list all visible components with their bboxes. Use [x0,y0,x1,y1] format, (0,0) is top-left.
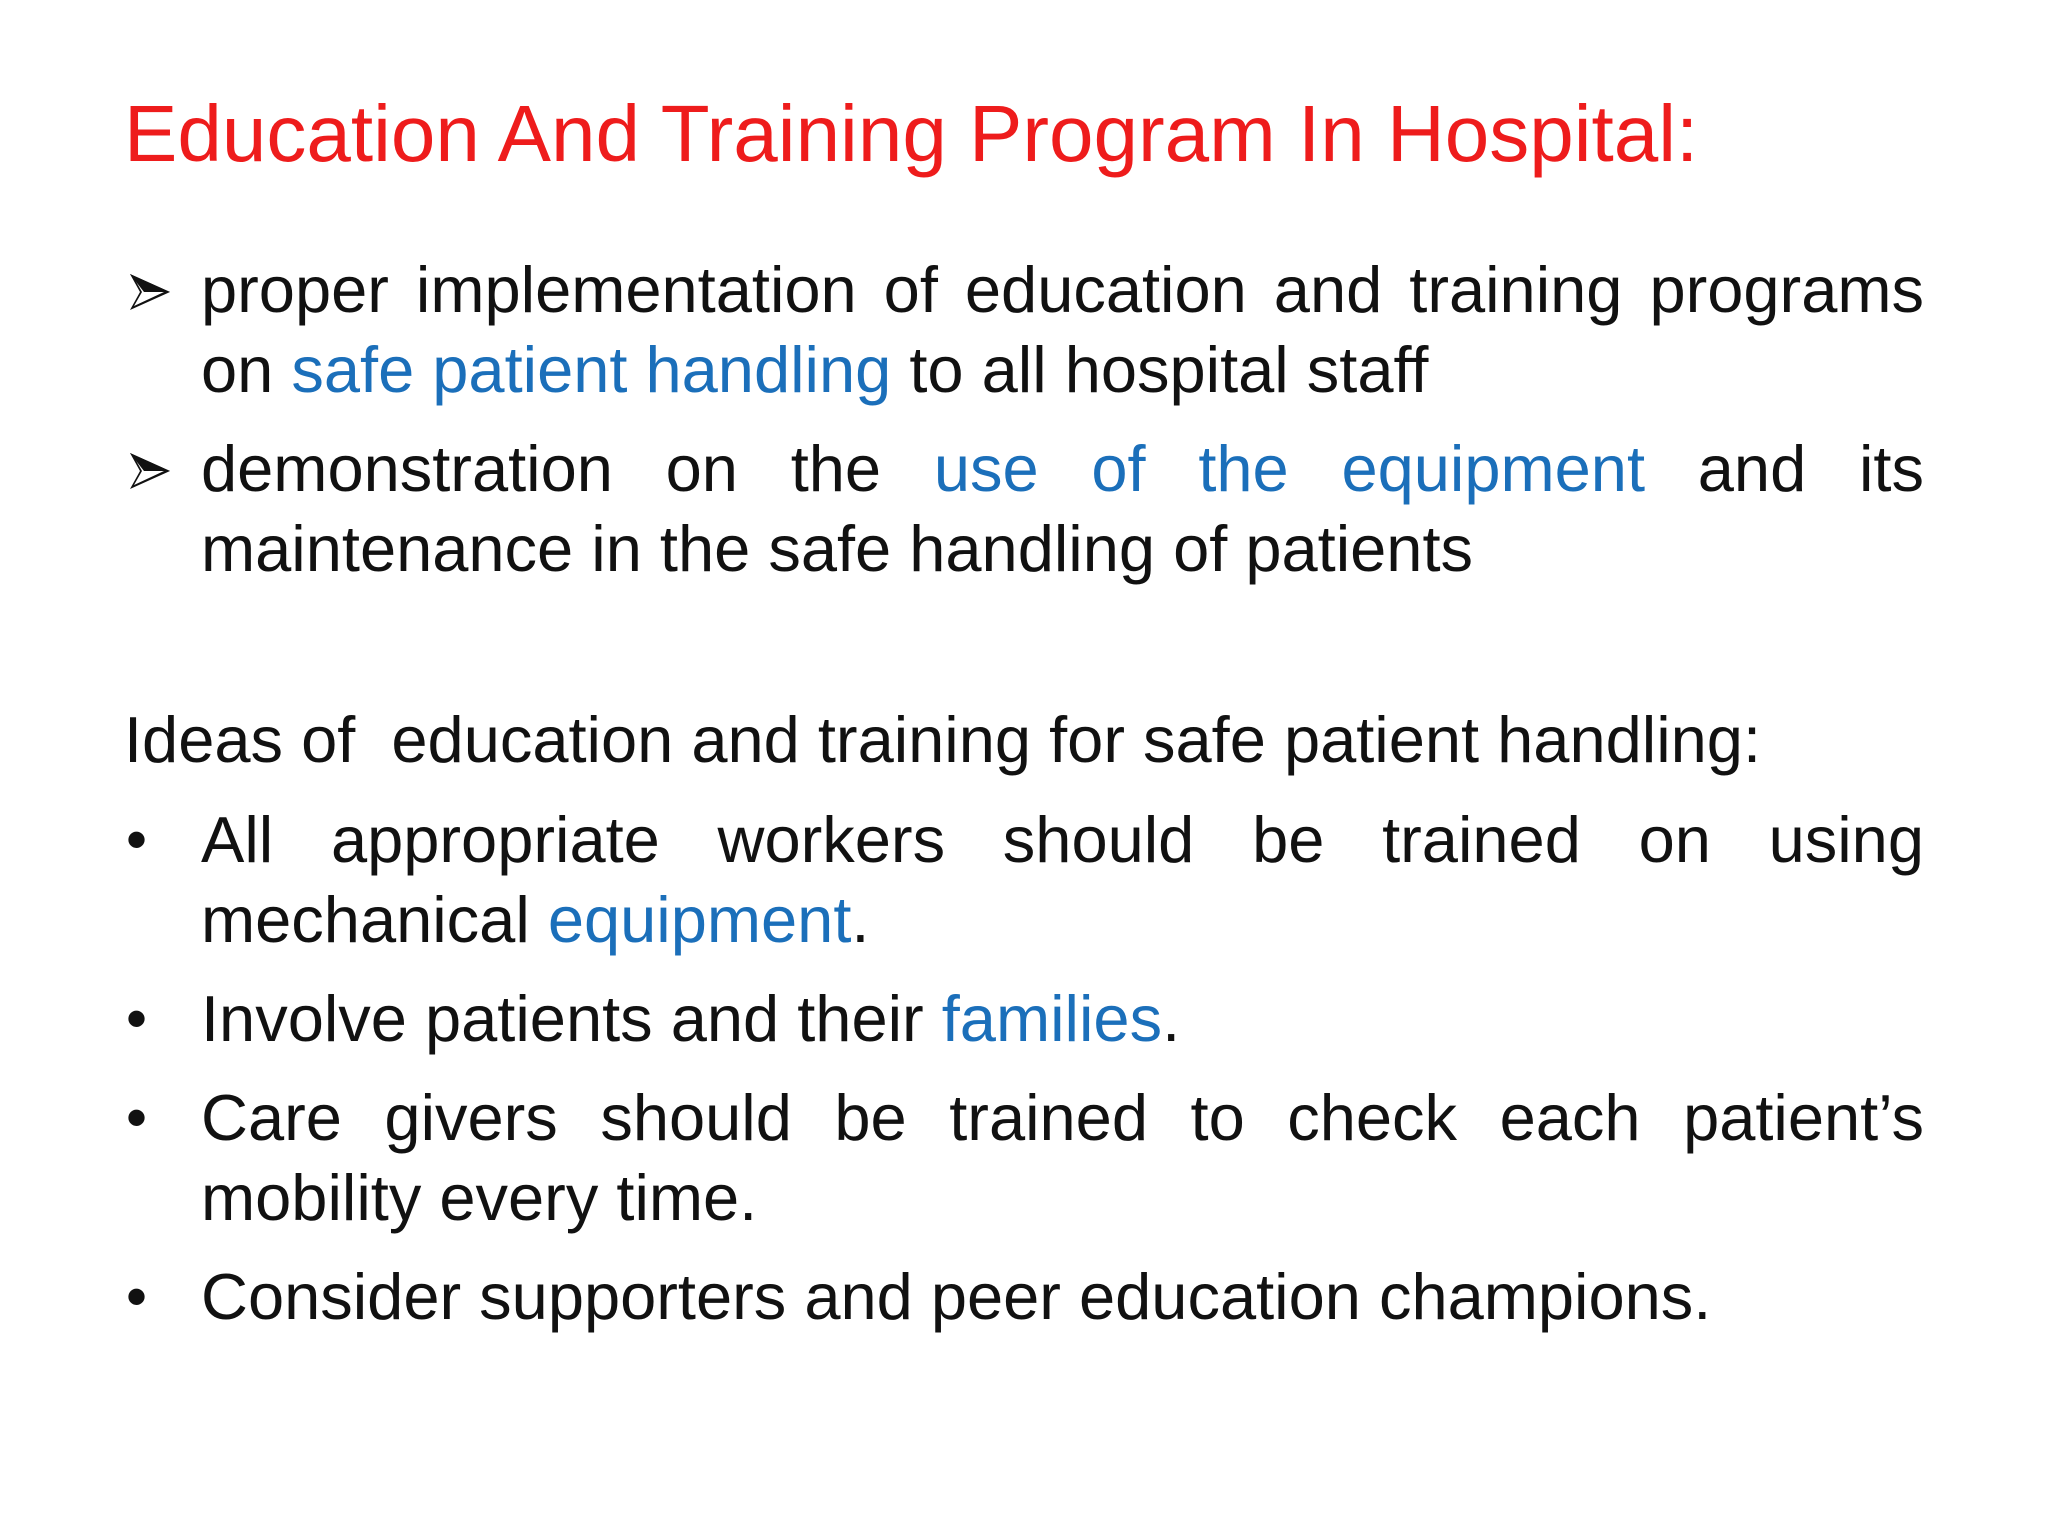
bullet-dot-icon: • [126,1263,148,1330]
arrow-bullet-icon [124,250,184,330]
item-highlight: safe patient handling [291,333,892,406]
item-highlight: use of the equipment [933,432,1646,505]
bullet-dot-icon: • [126,806,148,873]
idea-item [124,1257,1924,1337]
ideas-list [124,800,1924,1356]
item-text: Consider supporters and peer education champions. [201,1260,1712,1333]
item-highlight: equipment [547,883,852,956]
slide-title: Education And Training Program In Hospital: [124,89,1699,178]
item-text-tail: and its maintenance in the safe handling of patients [201,432,1924,585]
idea-item [124,800,1924,960]
program-item [124,250,1924,410]
item-text: All appropriate workers should be trained on using mechanical [201,803,1924,956]
item-text-tail: to all hospital staff [891,333,1429,406]
arrow-bullet-icon [124,429,184,509]
bullet-dot-icon: • [126,1084,148,1151]
item-text: demonstration on the [201,432,934,505]
program-item [124,429,1924,589]
item-text: Care givers should be trained to check each patient’s mobility every time. [201,1081,1924,1234]
ideas-heading: Ideas of education and training for safe patient handling: [124,703,1761,776]
item-text-tail: . [851,883,870,956]
idea-item [124,1078,1924,1238]
bullet-dot-icon: • [126,985,148,1052]
item-text: Involve patients and their [201,982,942,1055]
item-highlight: families [941,982,1163,1055]
item-text-tail: . [1162,982,1181,1055]
program-list [124,250,1924,608]
idea-item [124,979,1924,1059]
item-text: proper implementation of education and training programs on [201,253,1924,406]
